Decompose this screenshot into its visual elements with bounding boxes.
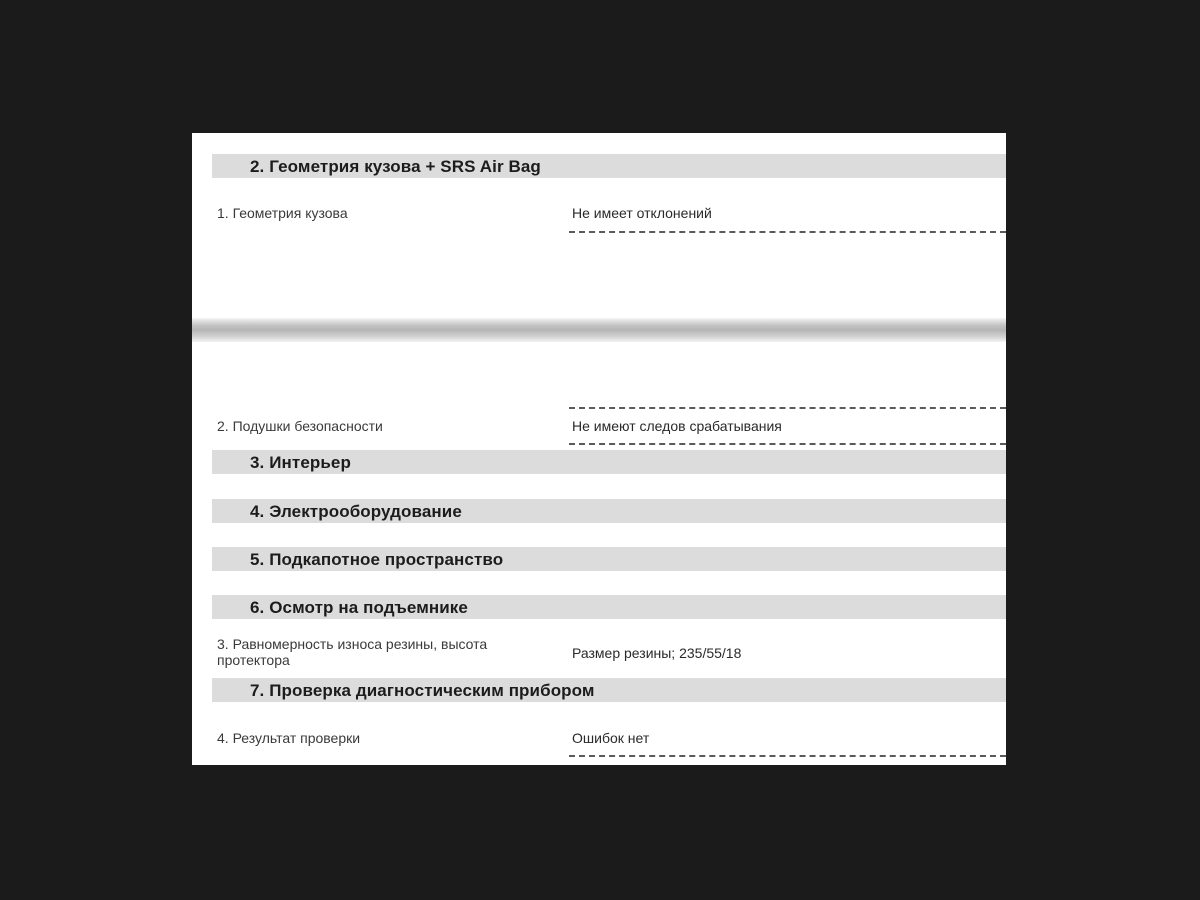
section-engine-bay xyxy=(212,547,1006,571)
page-break-divider xyxy=(192,318,1006,342)
row-value-airbags: Не имеют следов срабатывания xyxy=(572,418,782,434)
inspection-document xyxy=(192,133,1006,765)
section-title: 2. Геометрия кузова + SRS Air Bag xyxy=(250,157,541,176)
section-title: 6. Осмотр на подъемнике xyxy=(250,598,468,617)
section-title: 5. Подкапотное пространство xyxy=(250,550,504,569)
section-interior xyxy=(212,450,1006,474)
row-label-tire-wear-line1: 3. Равномерность износа резины, высота xyxy=(217,636,488,652)
row-label-airbags: 2. Подушки безопасности xyxy=(217,418,383,434)
section-diagnostics xyxy=(212,678,1006,702)
row-label-tire-wear xyxy=(217,636,557,668)
row-label-body-geometry: 1. Геометрия кузова xyxy=(217,205,348,221)
row-label-tire-wear-line2: протектора xyxy=(217,652,290,668)
section-electrical xyxy=(212,499,1006,523)
row-value-body-geometry: Не имеет отклонений xyxy=(572,205,712,221)
dashed-underline xyxy=(569,407,1006,409)
section-title: 4. Электрооборудование xyxy=(250,502,462,521)
row-value-check-result: Ошибок нет xyxy=(572,730,650,746)
section-lift-inspection xyxy=(212,595,1006,619)
section-title: 7. Проверка диагностическим прибором xyxy=(250,681,595,700)
dashed-underline xyxy=(569,443,1006,445)
row-label-check-result: 4. Результат проверки xyxy=(217,730,361,746)
dashed-underline xyxy=(569,231,1006,233)
row-value-tire-wear: Размер резины; 235/55/18 xyxy=(572,645,742,661)
section-title: 3. Интерьер xyxy=(250,453,351,472)
dashed-underline xyxy=(569,755,1006,757)
section-body-geometry-airbag xyxy=(212,154,1006,178)
